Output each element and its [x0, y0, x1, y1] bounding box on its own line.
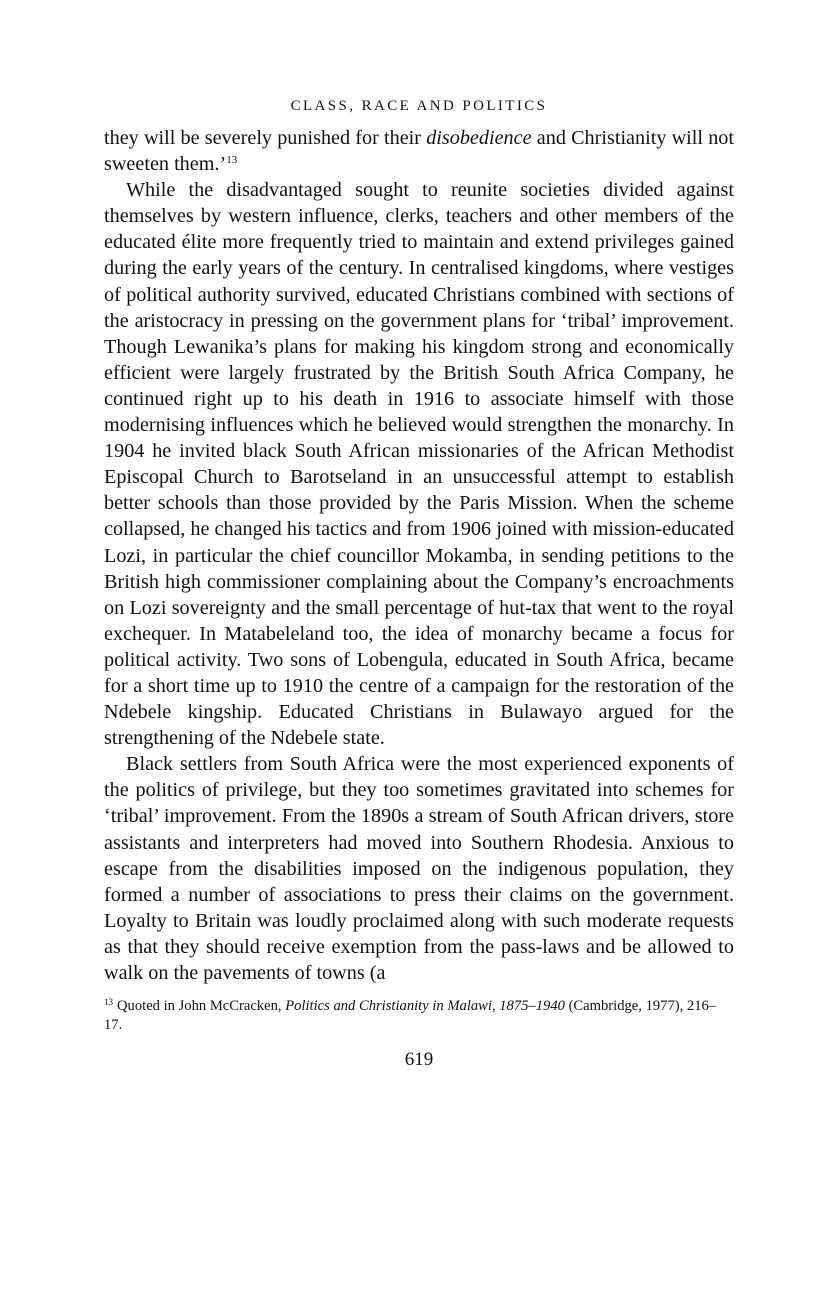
italic-text: Politics and Christianity in Malawi, 1875–1940	[285, 998, 565, 1015]
text-run: Quoted in John McCracken,	[117, 998, 286, 1015]
body-text	[104, 125, 734, 986]
book-page	[104, 96, 734, 1071]
paragraph	[104, 125, 734, 177]
text-run: and Christianity will not sweeten them.’	[104, 127, 734, 176]
footnote-number: 13	[104, 997, 113, 1008]
paragraph	[104, 751, 734, 986]
paragraph	[104, 177, 734, 751]
page-number: 619	[404, 1049, 434, 1071]
text-run: (Cambridge, 1977), 216–17.	[104, 998, 717, 1034]
footnote	[104, 993, 734, 1035]
text-run: While the disadvantaged sought to reunite societies divided against themselves by western influence, clerks, teachers and other members of the educated élite more frequently tried to maintain and extend privileges gained during the early years of the century. In centralised kingdoms, where vestiges of political authority survived, educated Christians combined with sections of the aristocracy in pressing on the government plans for ‘tribal’ improvement. Though Lewanika’s plans for making his kingdom strong and economically efficient were largely frustrated by the British South Africa Company, he continued right up to his death in 1916 to associate himself with those modernising influences which he believed would strengthen the monarchy. In 1904 he invited black South African missionaries of the African Methodist Episcopal Church to Barotseland in an unsuccessful attempt to establish better schools than those provided by the Paris Mission. When the scheme collapsed, he changed his tactics and from 1906 joined with mission-educated Lozi, in particular the chief councillor Mokamba, in sending petitions to the British high commissioner complaining about the Company’s encroachments on Lozi sovereignty and the small percentage of hut-tax that went to the royal exchequer. In Matabeleland too, the idea of monarchy became a focus for political activity. Two sons of Lobengula, educated in South Africa, became for a short time up to 1910 the centre of a campaign for the restoration of the Ndebele kingship. Educated Christians in Bulawayo argued for the strengthening of the Ndebele state.	[104, 179, 734, 750]
footnotes	[104, 993, 734, 1035]
text-run: Black settlers from South Africa were the most experienced exponents of the politics of privilege, but they too sometimes gravitated into schemes for ‘tribal’ improvement. From the 1890s a stream of South African drivers, store assistants and interpreters had moved into Southern Rhodesia. Anxious to escape from the disabilities imposed on the indigenous population, they formed a number of associations to press their claims on the government. Loyalty to Britain was loudly proclaimed along with such moderate requests as that they should receive exemption from the pass-laws and be allowed to walk on the pavements of towns (a	[104, 753, 734, 984]
running-head: CLASS, RACE AND POLITICS	[290, 98, 548, 114]
text-run: they will be severely punished for their	[104, 127, 427, 149]
italic-text: disobedience	[426, 127, 532, 149]
footnote-reference: 13	[226, 154, 238, 167]
